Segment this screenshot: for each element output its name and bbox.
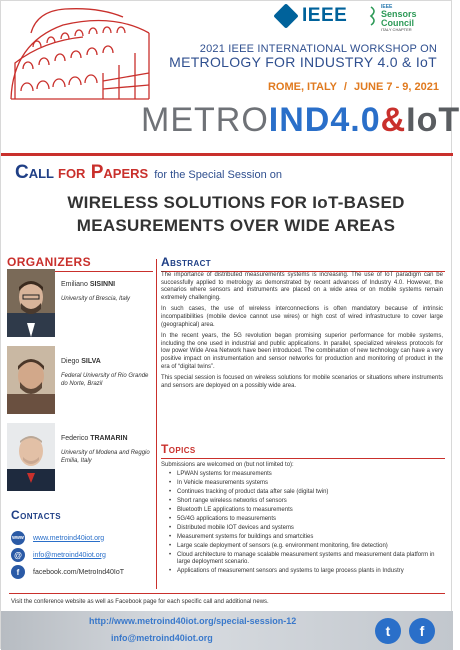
topics-section-header bbox=[161, 442, 445, 459]
sensors-logo-name: Sensors Council bbox=[381, 9, 417, 28]
place-date-separator: / bbox=[343, 81, 347, 93]
contact-website[interactable] bbox=[11, 531, 104, 545]
globe-icon: www bbox=[11, 531, 25, 545]
organizers-title: ORGANIZERS bbox=[7, 255, 92, 269]
organizer-card bbox=[7, 269, 153, 339]
abstract-paragraph: This special session is focused on wireless solutions for mobile scenarios or situations where instruments and sensors are deployed on a possibly wide area. bbox=[161, 375, 443, 389]
abstract-title: Abstract bbox=[161, 255, 212, 269]
sensors-logo-chapter: ITALY CHAPTER bbox=[381, 27, 412, 32]
contact-website-link[interactable]: www.metroind40iot.org bbox=[33, 534, 105, 542]
session-title-line2: MEASUREMENTS OVER WIDE AREAS bbox=[76, 216, 396, 235]
contact-facebook[interactable] bbox=[11, 565, 124, 579]
topic-item: • Continues tracking of product data after sale (digital twin) bbox=[169, 489, 441, 497]
facebook-icon: f bbox=[11, 565, 25, 579]
organizer-name bbox=[61, 435, 128, 442]
topic-item: • Cloud architecture to manage scalable measurement systems and measurement data platform in large deployment scenario. bbox=[169, 552, 441, 567]
organizer-first-name: Federico bbox=[61, 435, 89, 442]
facebook-icon[interactable]: f bbox=[409, 618, 435, 644]
topic-item: • Distributed mobile IOT devices and systems bbox=[169, 525, 441, 533]
organizer-photo bbox=[7, 346, 55, 414]
topic-item: • Short range wireless networks of sensors bbox=[169, 498, 441, 506]
topic-item: • Applications of measurement sensors and systems to large process plants in Industry bbox=[169, 568, 441, 576]
workshop-title-line2: METROLOGY FOR INDUSTRY 4.0 & IoT bbox=[169, 54, 437, 70]
organizer-affiliation: Federal University of Rio Grande do Norte, Brazil bbox=[61, 373, 149, 387]
visit-note: Visit the conference website as well as Facebook page for each specific call and additional news. bbox=[11, 599, 269, 605]
header-divider bbox=[1, 153, 453, 156]
ieee-logo-text: IEEE bbox=[302, 5, 348, 26]
topic-item: • In Vehicle measurements systems bbox=[169, 480, 441, 488]
workshop-title-line1: 2021 IEEE INTERNATIONAL WORKSHOP ON bbox=[199, 43, 437, 55]
topics-rule bbox=[161, 458, 445, 459]
organizer-first-name: Diego bbox=[61, 358, 80, 365]
contacts-title: Contacts bbox=[11, 508, 61, 522]
brand-part-iot: IoT bbox=[406, 101, 460, 139]
abstract-body bbox=[161, 272, 443, 394]
sensors-logo-ieee: IEEE bbox=[381, 4, 393, 10]
cfp-subtitle: for the Special Session on bbox=[154, 169, 282, 181]
organizer-photo bbox=[7, 423, 55, 491]
footer-email[interactable]: info@metroind40iot.org bbox=[111, 633, 213, 643]
cfp-call: Call bbox=[15, 162, 54, 183]
topic-item: • Large scale deployment of sensors (e.g. environment monitoring, fire detection) bbox=[169, 543, 441, 551]
twitter-icon[interactable]: t bbox=[375, 618, 401, 644]
organizer-name bbox=[61, 281, 115, 288]
ieee-diamond-icon bbox=[273, 3, 298, 28]
organizer-affiliation: University of Modena and Reggio Emilia, Italy bbox=[61, 450, 150, 464]
organizer-affiliation: University of Brescia, Italy bbox=[61, 296, 131, 302]
contact-email[interactable] bbox=[11, 548, 106, 562]
footer-divider bbox=[9, 593, 445, 594]
topic-item: • LPWAN systems for measurements bbox=[169, 471, 441, 479]
call-for-papers-heading bbox=[15, 162, 282, 184]
topic-item: • 5G/4G applications to measurements bbox=[169, 516, 441, 524]
topics-title: Topics bbox=[161, 442, 196, 456]
topics-intro: Submissions are welcomed on (but not limited to): bbox=[161, 462, 294, 468]
brand-part-amp: & bbox=[380, 101, 407, 139]
ieee-sensors-council-logo bbox=[369, 5, 451, 32]
conference-place: ROME, ITALY bbox=[267, 81, 337, 93]
abstract-paragraph: In the recent years, the 5G revolution began promising superior performance for mobile systems, including the one used in industrial and public applications. In parallel, specialized wireless protocols for low power Wide Area Network have been introduced. The combination of new technology can have a very positive impact on instrumentation and sensor networks for production and monitoring of product in the era of “digital twins”. bbox=[161, 333, 443, 370]
colosseum-illustration bbox=[3, 3, 153, 113]
organizer-first-name: Emiliano bbox=[61, 281, 88, 288]
contact-facebook-text[interactable]: facebook.com/MetroInd40IoT bbox=[33, 568, 125, 576]
topics-list bbox=[169, 471, 441, 577]
metroind-brand-logo bbox=[141, 101, 460, 140]
organizer-name bbox=[61, 358, 101, 365]
session-title-line1: WIRELESS SOLUTIONS FOR IoT-BASED bbox=[67, 193, 405, 212]
column-divider bbox=[156, 259, 157, 589]
topic-item: • Bluetooth LE applications to measurements bbox=[169, 507, 441, 515]
abstract-paragraph: In such cases, the use of wireless interconnections is often mandatory because of intrinsic incompatibilities (mobile device cannot use wires) or high cost of wired infrastructure to cover large (geographical) area. bbox=[161, 306, 443, 328]
mail-icon: @ bbox=[11, 548, 25, 562]
organizer-photo bbox=[7, 269, 55, 337]
session-title bbox=[41, 191, 431, 237]
cfp-for-papers: for Papers bbox=[58, 162, 149, 183]
contact-email-link[interactable]: info@metroind40iot.org bbox=[33, 551, 106, 559]
sensors-wave-icon bbox=[369, 5, 379, 27]
ieee-logo bbox=[277, 5, 347, 27]
organizer-card bbox=[7, 346, 153, 416]
abstract-paragraph: The importance of distributed measurements systems is increasing. The use of IoT paradigm can be successfully applied to metrology as demonstrated by recent advances of Industry 4.0. However, the scenarios where sensors and instruments are placed on a wide area or on mobile systems remain extremely challenging. bbox=[161, 272, 443, 301]
topic-item: • Measurement systems for buildings and smartcities bbox=[169, 534, 441, 542]
place-and-dates bbox=[268, 81, 439, 93]
organizer-last-name: SILVA bbox=[81, 358, 101, 365]
conference-dates: JUNE 7 - 9, 2021 bbox=[354, 81, 439, 93]
organizer-last-name: SISINNI bbox=[89, 281, 116, 288]
abstract-section-header bbox=[161, 255, 445, 272]
brand-part-metro: METRO bbox=[141, 101, 269, 139]
footer-session-url[interactable]: http://www.metroind40iot.org/special-session-12 bbox=[89, 616, 297, 626]
brand-part-ind: IND4.0 bbox=[268, 101, 381, 139]
organizer-last-name: TRAMARIN bbox=[90, 435, 128, 442]
organizer-card bbox=[7, 423, 153, 493]
